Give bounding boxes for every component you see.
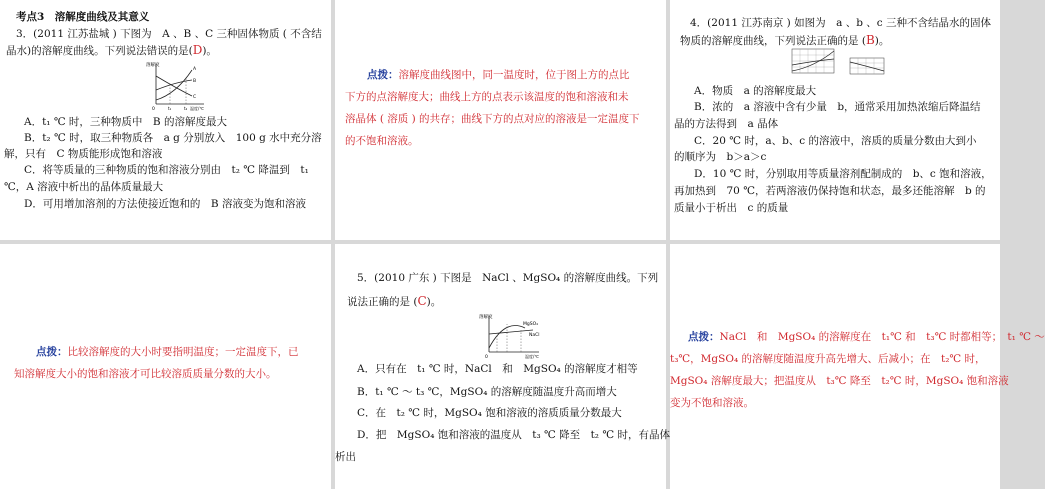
question-3-stem-end: )。 [202,45,217,57]
option-b-line-2: 晶的方法得到 a 晶体 [674,118,779,130]
tick-t2: t₂ [184,106,188,111]
question-5-stem-end: )。 [426,296,442,308]
curve-label-mgso4: MgSO₄ [523,322,538,327]
answer-3: D [192,43,203,57]
graph-x-label: 温度/℃ [525,354,539,359]
graph-x-label: 温度/℃ [190,106,204,111]
hint-line-4: 的不饱和溶液。 [345,135,419,147]
option-d-line-3: 质量小于析出 c 的质量 [674,202,789,214]
option-a: A．t₁ ℃ 时，三种物质中 B 的溶解度最大 [24,116,227,128]
option-d-line-1: D．把 MgSO₄ 饱和溶液的温度从 t₃ ℃ 降至 t₂ ℃ 时，有晶体 [357,429,670,441]
option-c-line-1: C．将等质量的三种物质的饱和溶液分别由 t₂ ℃ 降温到 t₁ [24,164,309,176]
tick-t1: t₁ [168,106,172,111]
option-d-line-2: 再加热到 70 ℃，若两溶液仍保持饱和状态，最多还能溶解 b 的 [674,185,986,197]
option-b-line-2: 解，只有 C 物质能形成饱和溶液 [4,148,163,160]
solubility-graph-nacl-mgso4 [479,312,545,360]
graph-origin: 0 [485,355,488,360]
curve-label-nacl: NaCl [529,333,540,338]
question-5-stem: 说法正确的是 ( [347,296,418,308]
option-c-line-1: C．20 ℃ 时，a、b、c 的溶液中，溶质的质量分数由大到小 [694,135,977,147]
option-b: B．t₁ ℃ ～ t₃ ℃，MgSO₄ 的溶解度随温度升高而增大 [357,386,617,398]
question-4-line-2 [680,33,889,49]
option-a: A．物质 a 的溶解度最大 [694,85,817,97]
curve-label-c: C [193,95,197,100]
question-5-line-1: 5．(2010 广东 ) 下图是 NaCl 、MgSO₄ 的溶解度曲线。下列 [357,272,659,284]
option-a: A．只有在 t₁ ℃ 时，NaCl 和 MgSO₄ 的溶解度才相等 [357,363,638,375]
graph-origin: 0 [152,107,155,112]
hint-line-4: 变为不饱和溶液。 [670,397,754,409]
slide-panel-1 [0,0,331,240]
hint-block [345,64,663,152]
answer-4: B [865,33,875,47]
solubility-graph-abc-left [788,47,838,77]
option-c: C．在 t₂ ℃ 时，MgSO₄ 饱和溶液的溶质质量分数最大 [357,407,622,419]
option-c-line-2: ℃，A 溶液中析出的晶体质量最大 [4,181,164,193]
hint-line-1: 溶解度曲线图中，同一温度时，位于图上方的点比 [398,69,630,81]
hint-line-1: 比较溶解度的大小时要指明温度；一定温度下，已 [67,346,299,358]
question-4-stem-end: )。 [874,35,890,47]
option-d: D．可用增加溶剂的方法使接近饱和的 B 溶液变为饱和溶液 [24,198,306,210]
option-b-line-1: B．浓的 a 溶液中含有少量 b，通常采用加热浓缩后降温结 [694,101,981,113]
hint-line-1: NaCl 和 MgSO₄ 的溶解度在 t₁℃ 和 t₃℃ 时都相等； t₁ ℃ ～ [719,331,1045,343]
question-3-line-2 [6,43,217,59]
hint-block [670,326,1045,414]
option-d-line-1: D．10 ℃ 时，分别取用等质量溶剂配制成的 b、c 饱和溶液， [694,168,992,180]
hint-line-2: t₃℃，MgSO₄ 的溶解度随温度升高先增大、后减小；在 t₂℃ 时， [670,353,986,365]
solubility-graph-abc [146,60,208,112]
graph-y-label: 溶解度 [146,63,160,68]
section-heading: 考点3 溶解度曲线及其意义 [16,11,150,23]
slide-panel-2 [335,0,666,240]
hint-label: 点拨： [367,69,399,81]
solubility-graph-c-right [846,56,886,78]
question-5-line-2 [347,294,441,310]
slide-panel-3 [670,0,1000,240]
slide-panel-6 [670,244,1045,489]
option-b-line-1: B．t₂ ℃ 时，取三种物质各 a g 分别放入 100 g 水中充分溶 [24,132,322,144]
hint-label: 点拨： [688,331,720,343]
slide-panel-4 [0,244,331,489]
curve-label-b: B [193,79,197,84]
answer-5: C [417,294,427,308]
hint-label: 点拨： [36,346,68,358]
question-3-line-1: 3．(2011 江苏盐城 ) 下图为 A 、B 、C 三种固体物质 ( 不含结 [16,28,322,40]
question-4-stem: 物质的溶解度曲线，下列说法正确的是 ( [680,35,866,47]
hint-line-3: MgSO₄ 溶解度最大；把温度从 t₃℃ 降至 t₂℃ 时，MgSO₄ 饱和溶液 [670,375,1009,387]
curve-label-a: A [193,67,197,72]
option-d-line-2: 析出 [335,451,356,463]
hint-line-2: 知溶解度大小的饱和溶液才可比较溶质质量分数的大小。 [14,368,277,380]
slide-panel-5 [335,244,670,489]
question-4-line-1: 4．(2011 江苏南京 ) 如图为 a 、b 、c 三种不含结晶水的固体 [690,17,991,29]
graph-y-label: 溶解度 [479,315,493,320]
option-c-line-2: 的顺序为 b＞a＞c [674,151,767,163]
hint-line-3: 溶晶体 ( 溶质 ) 的共存；曲线下方的点对应的溶液是一定温度下 [345,113,640,125]
question-3-stem: 晶水)的溶解度曲线。下列说法错误的是( [6,45,193,57]
hint-block [14,341,330,385]
hint-line-2: 下方的点溶解度大；曲线上方的点表示该温度的饱和溶液和未 [345,91,629,103]
